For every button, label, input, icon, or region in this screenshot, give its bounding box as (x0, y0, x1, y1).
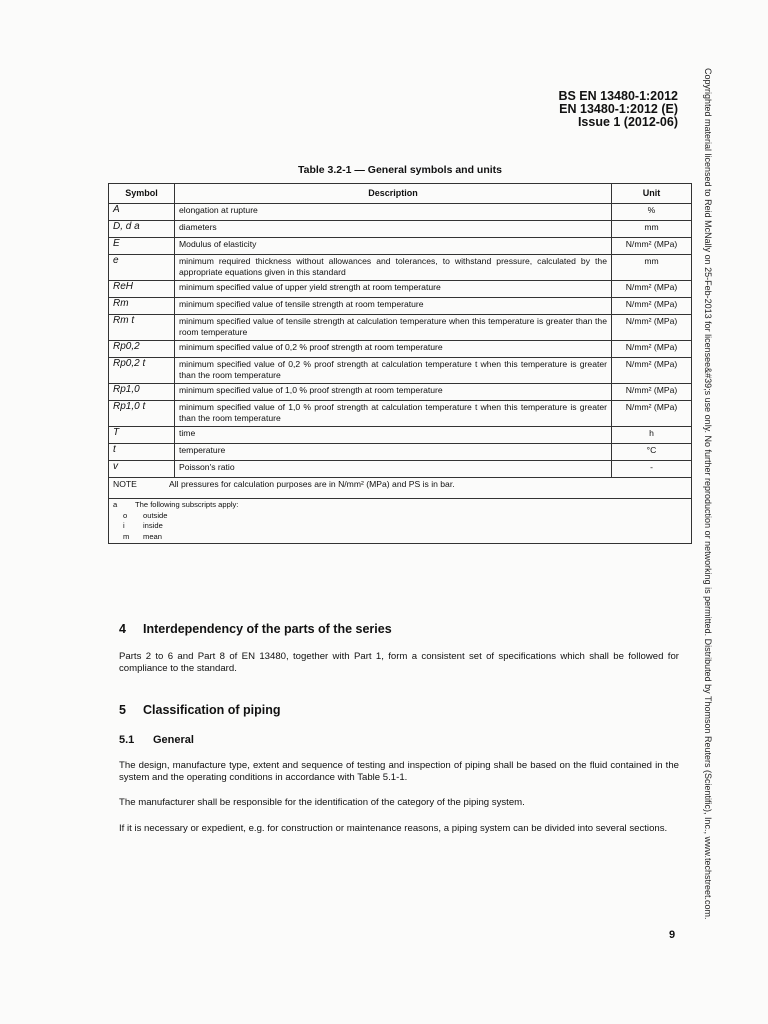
symbol-cell: Rp1,0 t (109, 401, 175, 427)
header-line-1: BS EN 13480-1:2012 (558, 89, 678, 103)
footnote-text: The following subscripts apply: (135, 500, 239, 509)
header-line-2: EN 13480-1:2012 (E) (559, 102, 678, 116)
symbol-cell: Rm (109, 298, 175, 315)
description-cell: minimum specified value of 0,2 % proof strength at calculation temperature t when this temperature is greater than the room temperature (175, 358, 612, 384)
unit-cell: mm (612, 255, 692, 281)
description-cell: minimum specified value of tensile strength at calculation temperature when this temperature is greater than the room temperature (175, 315, 612, 341)
symbol-cell: T (109, 427, 175, 444)
unit-cell: N/mm² (MPa) (612, 298, 692, 315)
table-footnote-row (109, 499, 692, 544)
symbol-cell: D, d a (109, 221, 175, 238)
table-row (109, 461, 692, 478)
unit-cell: mm (612, 221, 692, 238)
symbol-cell: e (109, 255, 175, 281)
note-label: NOTE (113, 479, 137, 489)
section-5-heading (119, 703, 281, 717)
table-row (109, 401, 692, 427)
subscript-item (113, 511, 687, 522)
unit-cell: N/mm² (MPa) (612, 341, 692, 358)
subscript-value: mean (143, 531, 162, 541)
section-5-1-paragraph-2: The manufacturer shall be responsible for the identification of the category of the piping system. (119, 797, 525, 808)
page-number: 9 (669, 929, 676, 941)
description-cell: minimum specified value of 1,0 % proof strength at room temperature (175, 384, 612, 401)
subscript-key: i (123, 521, 125, 530)
table-note-row (109, 478, 692, 499)
description-cell: minimum specified value of 1,0 % proof strength at calculation temperature t when this temperature is greater than the room temperature (175, 401, 612, 427)
table-footnote (109, 499, 692, 544)
description-cell: Poisson's ratio (175, 461, 612, 478)
subscript-item (113, 532, 687, 543)
unit-cell: N/mm² (MPa) (612, 281, 692, 298)
subsection-title: General (153, 734, 194, 746)
unit-cell: % (612, 204, 692, 221)
table-row (109, 298, 692, 315)
symbol-cell: ReH (109, 281, 175, 298)
description-cell: minimum specified value of tensile strength at room temperature (175, 298, 612, 315)
table-row (109, 221, 692, 238)
table-row (109, 255, 692, 281)
subscript-value: outside (143, 510, 168, 520)
section-title: Interdependency of the parts of the series (143, 622, 392, 636)
table-row (109, 358, 692, 384)
unit-cell: N/mm² (MPa) (612, 238, 692, 255)
subscript-key: m (123, 531, 130, 541)
unit-cell: - (612, 461, 692, 478)
header-line-3: Issue 1 (2012-06) (577, 115, 678, 129)
table-row (109, 384, 692, 401)
unit-cell: N/mm² (MPa) (612, 401, 692, 427)
symbol-cell: A (109, 204, 175, 221)
subscript-value: inside (143, 521, 163, 530)
unit-cell: °C (612, 444, 692, 461)
section-4-heading (119, 622, 392, 636)
subsection-number: 5.1 (119, 734, 135, 746)
table-header-row (109, 184, 692, 204)
symbol-cell: Rm t (109, 315, 175, 341)
section-number: 5 (119, 703, 126, 717)
symbol-cell: Rp0,2 t (109, 358, 175, 384)
section-4-paragraph: Parts 2 to 6 and Part 8 of EN 13480, together with Part 1, form a consistent set of specifications which shall be followed for compliance to the standard. (119, 651, 679, 674)
standard-header (558, 90, 678, 129)
description-cell: diameters (175, 221, 612, 238)
unit-cell: N/mm² (MPa) (612, 384, 692, 401)
section-title: Classification of piping (143, 703, 281, 717)
description-cell: temperature (175, 444, 612, 461)
copyright-side-note: Copyrighted material licensed to Reid McNally on 25-Feb-2013 for licensee&#39;s use only. No further reproduction or networking is permitted. Distributed by Thomson Reuters (Scientific), Inc., www.techstreet.com. (703, 68, 713, 920)
description-cell: elongation at rupture (175, 204, 612, 221)
column-header-description: Description (175, 184, 612, 204)
table-note (109, 478, 692, 499)
unit-cell: N/mm² (MPa) (612, 358, 692, 384)
table-row (109, 427, 692, 444)
table-row (109, 238, 692, 255)
table-row (109, 315, 692, 341)
table-row (109, 204, 692, 221)
table-row (109, 444, 692, 461)
symbols-table (108, 183, 692, 544)
section-5-1-paragraph-1: The design, manufacture type, extent and sequence of testing and inspection of piping shall be based on the fluid contained in the system and the operating conditions in accordance with Table 5.1-1. (119, 760, 679, 783)
symbol-cell: t (109, 444, 175, 461)
section-5-1-paragraph-3: If it is necessary or expedient, e.g. for construction or maintenance reasons, a piping system can be divided into several sections. (119, 823, 668, 834)
description-cell: minimum specified value of 0,2 % proof strength at room temperature (175, 341, 612, 358)
description-cell: time (175, 427, 612, 444)
column-header-unit: Unit (612, 184, 692, 204)
description-cell: minimum required thickness without allowances and tolerances, to withstand pressure, calculated by the appropriate equations given in this standard (175, 255, 612, 281)
table-row (109, 341, 692, 358)
footnote-mark: a (113, 500, 118, 509)
unit-cell: h (612, 427, 692, 444)
unit-cell: N/mm² (MPa) (612, 315, 692, 341)
symbol-cell: Rp0,2 (109, 341, 175, 358)
symbol-cell: v (109, 461, 175, 478)
subscript-key: o (123, 510, 128, 520)
description-cell: Modulus of elasticity (175, 238, 612, 255)
section-5-1-heading (119, 734, 194, 746)
table-row (109, 281, 692, 298)
table-title: Table 3.2-1 — General symbols and units (297, 164, 503, 176)
note-text: All pressures for calculation purposes are in N/mm² (MPa) and PS is in bar. (169, 479, 455, 489)
symbol-cell: Rp1,0 (109, 384, 175, 401)
symbol-cell: E (109, 238, 175, 255)
description-cell: minimum specified value of upper yield strength at room temperature (175, 281, 612, 298)
section-number: 4 (119, 622, 126, 636)
subscript-item (113, 521, 687, 532)
column-header-symbol: Symbol (109, 184, 175, 204)
